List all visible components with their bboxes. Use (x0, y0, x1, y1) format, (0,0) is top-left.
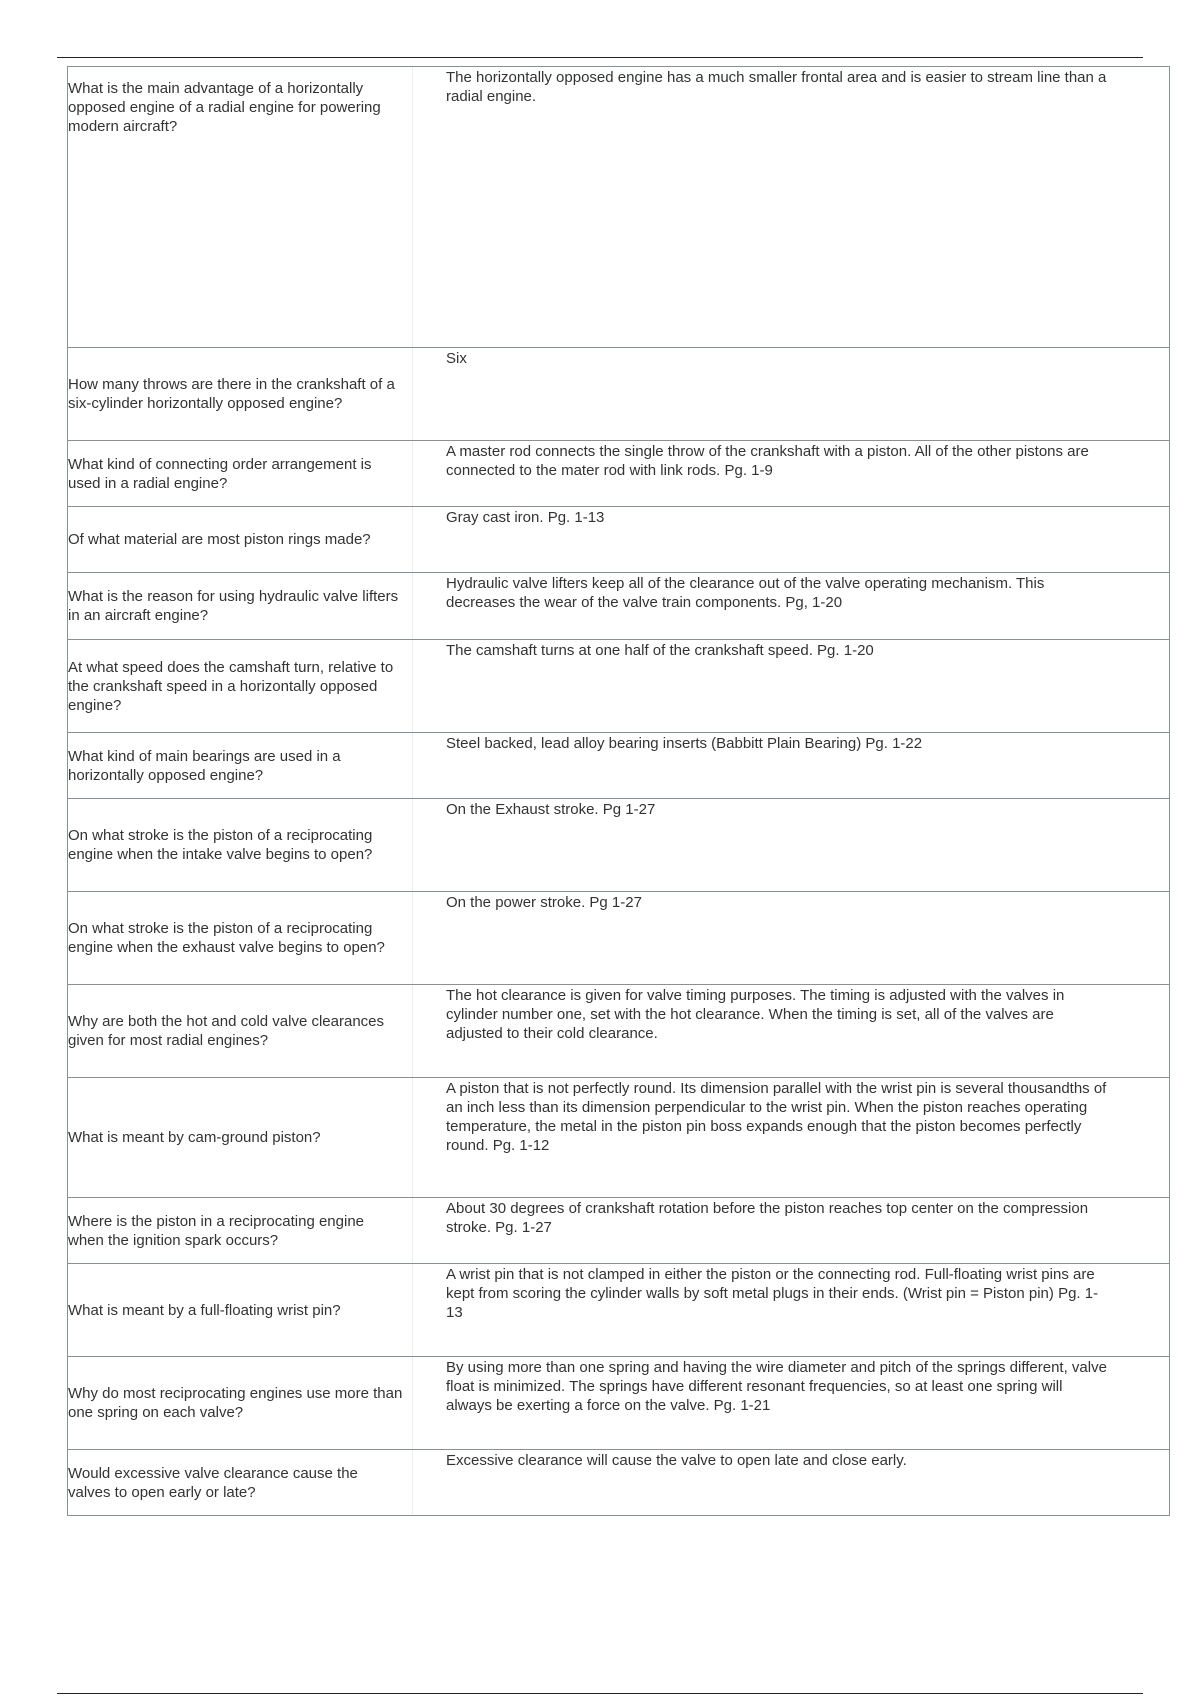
question-text: What kind of connecting order arrangement is used in a radial engine? (68, 455, 372, 492)
question-text: What is meant by a full-floating wrist pin? (68, 1301, 341, 1319)
answer-cell: On the power stroke. Pg 1-27 (446, 894, 642, 911)
answer-cell: A piston that is not perfectly round. Its dimension parallel with the wrist pin is several thousandths of an inch less than its dimension perpendicular to the wrist pin. When the piston reaches operating temperature, the metal in the piston pin boss expands enough that the piston becomes perfectly round. Pg. 1-12 (446, 1080, 1107, 1154)
answer-cell: Excessive clearance will cause the valve to open late and close early. (446, 1452, 907, 1469)
answer-cell: About 30 degrees of crankshaft rotation before the piston reaches top center on the compression stroke. Pg. 1-27 (446, 1200, 1089, 1236)
answer-cell: Hydraulic valve lifters keep all of the clearance out of the valve operating mechanism. This decreases the wear of the valve train components. Pg, 1-20 (446, 575, 1045, 611)
table-row (68, 440, 1169, 506)
table-row (68, 506, 1169, 572)
table-row (68, 798, 1169, 891)
question-text: Where is the piston in a reciprocating engine when the ignition spark occurs? (68, 1212, 365, 1249)
question-text: At what speed does the camshaft turn, relative to the crankshaft speed in a horizontally opposed engine? (68, 658, 394, 714)
question-text: On what stroke is the piston of a reciprocating engine when the intake valve begins to open? (68, 827, 373, 863)
flashcard-table (67, 66, 1170, 1516)
table-row (68, 732, 1169, 798)
header-rule (57, 57, 1143, 58)
answer-cell: The hot clearance is given for valve timing purposes. The timing is adjusted with the valves in cylinder number one, set with the hot clearance. When the timing is set, all of the valves are adjusted to their cold clearance. (446, 987, 1065, 1042)
table-row (68, 1263, 1169, 1356)
question-text: Of what material are most piston rings made? (68, 531, 371, 548)
table-row (68, 984, 1169, 1077)
table-row (68, 347, 1169, 440)
answer-cell: Six (446, 350, 467, 367)
table-row (68, 1356, 1169, 1449)
table-row (68, 572, 1169, 639)
table-row (68, 639, 1169, 732)
footer-rule (57, 1693, 1143, 1694)
answer-cell: On the Exhaust stroke. Pg 1-27 (446, 801, 656, 818)
question-text: What is the main advantage of a horizontally opposed engine of a radial engine for powering modern aircraft? (68, 80, 381, 135)
answer-cell: By using more than one spring and having the wire diameter and pitch of the springs different, valve float is minimized. The springs have different resonant frequencies, so at least one spring will always be exerting a force on the valve. Pg. 1-21 (446, 1359, 1107, 1414)
answer-cell: The horizontally opposed engine has a much smaller frontal area and is easier to stream line than a radial engine. (446, 69, 1107, 105)
question-text: What is the reason for using hydraulic valve lifters in an aircraft engine? (68, 588, 399, 624)
question-text: How many throws are there in the crankshaft of a six-cylinder horizontally opposed engine? (68, 376, 395, 412)
answer-cell: The camshaft turns at one half of the crankshaft speed. Pg. 1-20 (446, 642, 874, 659)
table-row (68, 891, 1169, 984)
table-row (68, 1449, 1169, 1515)
answer-cell: A master rod connects the single throw of the crankshaft with a piston. All of the other pistons are connected to the mater rod with link rods. Pg. 1-9 (446, 443, 1089, 479)
answer-cell: Gray cast iron. Pg. 1-13 (446, 509, 605, 526)
answer-cell: A wrist pin that is not clamped in either the piston or the connecting rod. Full-floating wrist pins are kept from scoring the cylinder walls by soft metal plugs in their ends. (Wrist pin = Piston pin) Pg. 1-13 (446, 1266, 1099, 1321)
question-text: Why are both the hot and cold valve clearances given for most radial engines? (68, 1013, 385, 1049)
table-row (68, 67, 1169, 347)
question-text: What is meant by cam-ground piston? (68, 1129, 321, 1146)
table-row (68, 1077, 1169, 1197)
question-text: Why do most reciprocating engines use more than one spring on each valve? (68, 1385, 403, 1421)
question-text: Would excessive valve clearance cause the valves to open early or late? (68, 1464, 358, 1501)
question-text: What kind of main bearings are used in a horizontally opposed engine? (68, 747, 341, 784)
question-text: On what stroke is the piston of a reciprocating engine when the exhaust valve begins to open? (68, 920, 385, 956)
answer-cell: Steel backed, lead alloy bearing inserts (Babbitt Plain Bearing) Pg. 1-22 (446, 735, 923, 752)
table-row (68, 1197, 1169, 1263)
